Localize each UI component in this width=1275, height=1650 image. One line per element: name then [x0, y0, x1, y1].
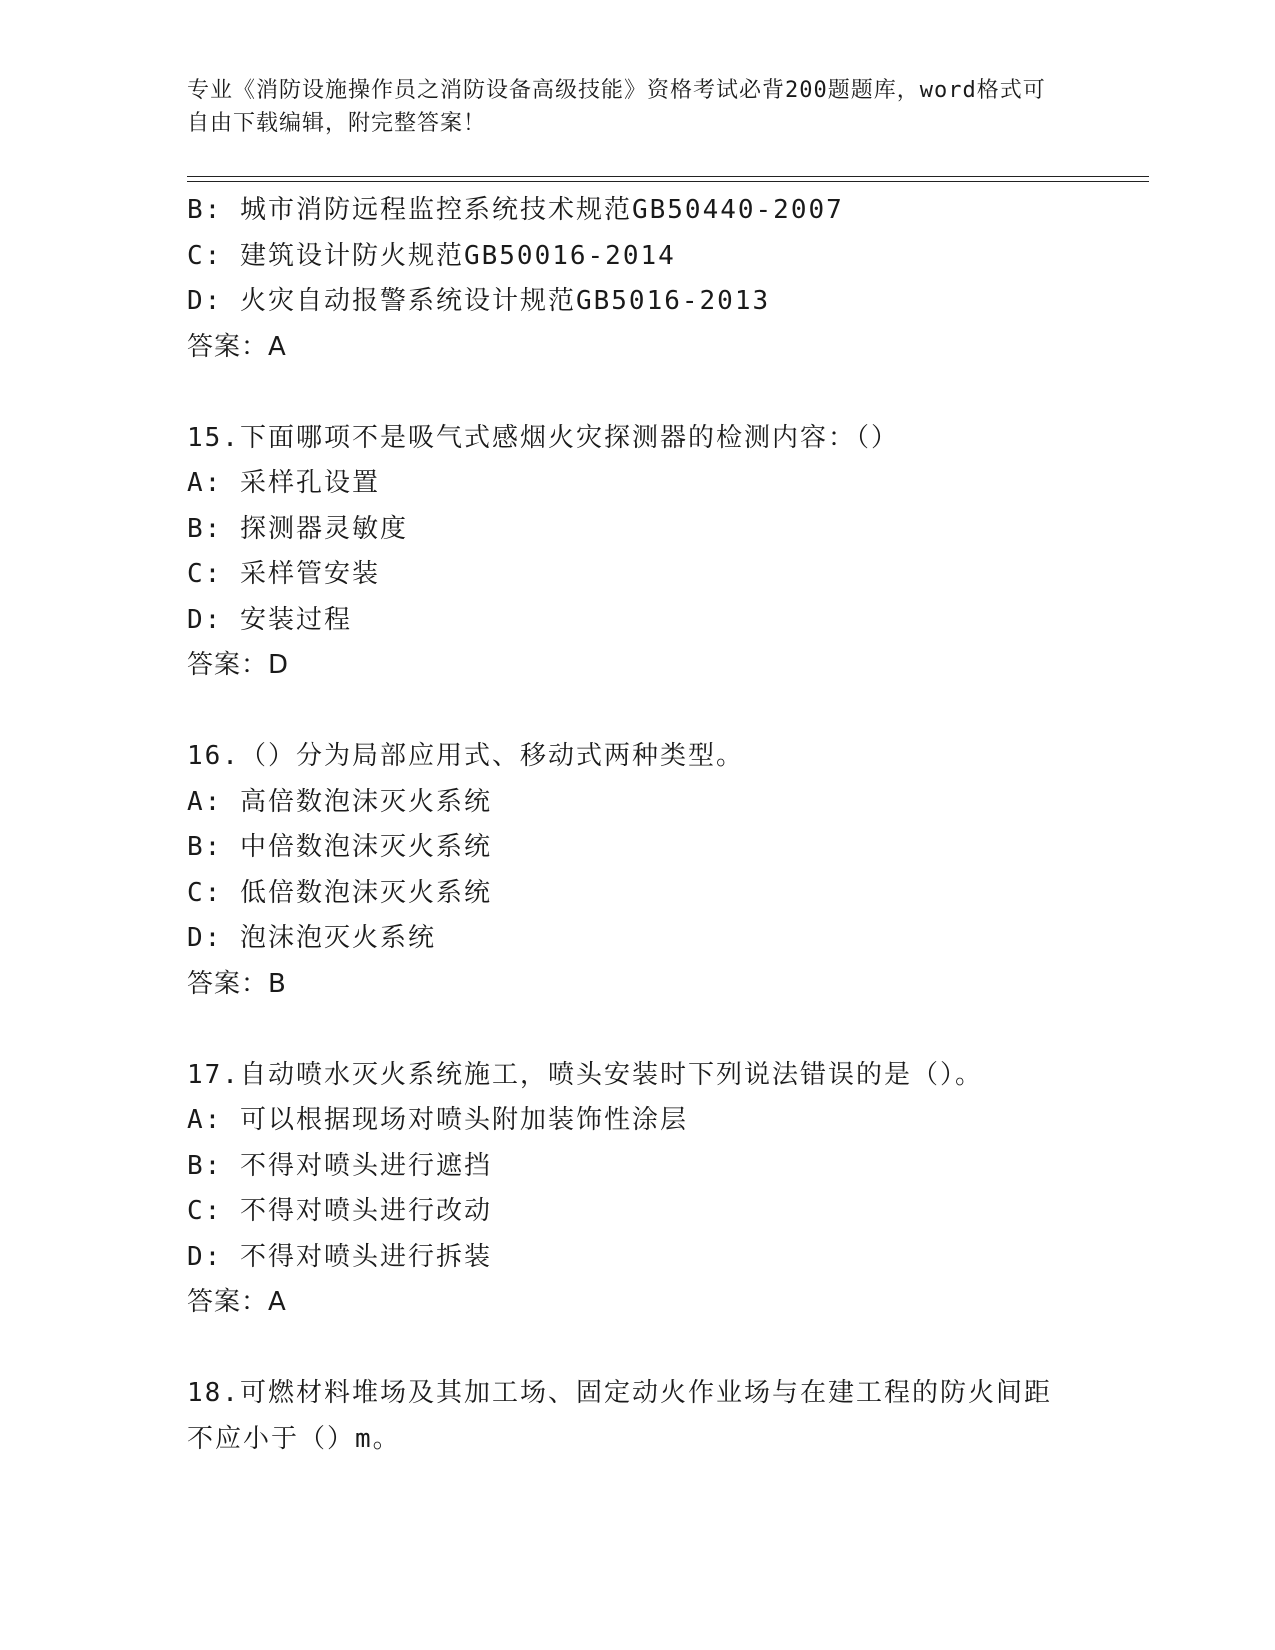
option-c: C: 建筑设计防火规范GB50016-2014 [187, 240, 676, 271]
option-c: C: 低倍数泡沫灭火系统 [187, 877, 492, 908]
question-block-15 [187, 416, 1147, 689]
option-a: A: 高倍数泡沫灭火系统 [187, 786, 492, 817]
question-list [187, 188, 1147, 1462]
question-block-17 [187, 1053, 1147, 1326]
option-a: A: 可以根据现场对喷头附加装饰性涂层 [187, 1105, 688, 1135]
option-b: B: 中倍数泡沫灭火系统 [187, 832, 492, 862]
question-title: 15.下面哪项不是吸气式感烟火灾探测器的检测内容：（） [187, 422, 899, 453]
option-a: A: 采样孔设置 [187, 468, 380, 498]
option-d: D: 不得对喷头进行拆装 [187, 1241, 492, 1272]
question-block-14 [187, 188, 1147, 370]
answer-line: 答案：B [187, 968, 287, 999]
option-c: C: 采样管安装 [187, 559, 380, 589]
option-b: B: 不得对喷头进行遮挡 [187, 1150, 492, 1181]
spacer [187, 370, 1147, 416]
option-d: D: 火灾自动报警系统设计规范GB5016-2013 [187, 286, 771, 316]
question-title: 18.可燃材料堆场及其加工场、固定动火作业场与在建工程的防火间距不应小于（）m。 [187, 1378, 1052, 1454]
spacer [187, 689, 1147, 735]
question-block-16 [187, 734, 1147, 1007]
option-c: C: 不得对喷头进行改动 [187, 1196, 492, 1226]
question-block-18 [187, 1371, 1147, 1462]
answer-line: 答案：A [187, 1287, 287, 1317]
header-divider-bottom [187, 181, 1149, 182]
question-title: 17.自动喷水灭火系统施工，喷头安装时下列说法错误的是（）。 [187, 1059, 983, 1090]
document-header: 专业《消防设施操作员之消防设备高级技能》资格考试必背200题题库，word格式可自由下载编辑，附完整答案！ [187, 78, 1046, 136]
answer-line: 答案：A [187, 331, 287, 362]
question-title: 16.（）分为局部应用式、移动式两种类型。 [187, 741, 744, 771]
option-b: B: 探测器灵敏度 [187, 513, 408, 544]
spacer [187, 1007, 1147, 1053]
spacer [187, 1326, 1147, 1372]
option-d: D: 安装过程 [187, 604, 352, 635]
header-divider-top [187, 176, 1149, 177]
option-b: B: 城市消防远程监控系统技术规范GB50440-2007 [187, 195, 844, 225]
option-d: D: 泡沫泡灭火系统 [187, 923, 436, 953]
answer-line: 答案：D [187, 650, 290, 680]
